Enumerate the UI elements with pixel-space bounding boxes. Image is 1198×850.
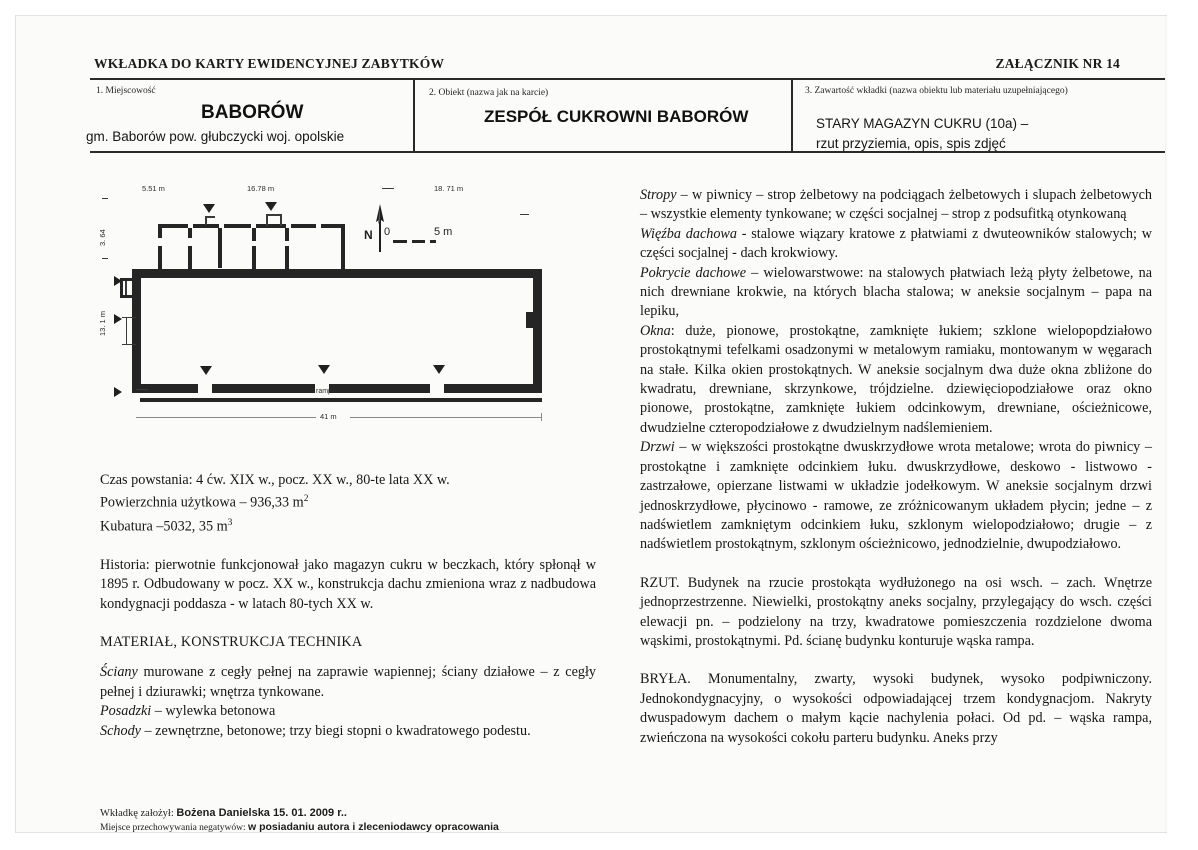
annex-wall-top-3 <box>224 224 251 228</box>
north-letter: N <box>364 228 373 242</box>
footer-author-value: Bożena Danielska 15. 01. 2009 r.. <box>176 807 347 819</box>
roofing-text: – wielowarstwowe: na stalowych płatwiach leżą płyty żelbetowe, na nich drewniane krokwie, na których blacha stalowa; w aneksie socjalnym – papa na lepiku, <box>640 264 1152 320</box>
roof-truss-text: - stalowe wiązary kratowe z płatwiami z dwuteowników stalowych; w części socjalnej - dach krokwiowy. <box>640 225 1152 262</box>
plan-term: RZUT. <box>640 574 680 591</box>
east-wall-pilaster <box>526 312 534 328</box>
annex-door-jamb-1 <box>205 216 207 225</box>
roof-truss-term: Więźba dachowa <box>640 225 737 242</box>
roof-truss-paragraph <box>640 225 1152 264</box>
walls-text: murowane z cegły pełnej na zaprawie wapiennej; ściany działowe – z cegły pełnej i dziurawki; wnętrza tynkowane. <box>100 664 596 700</box>
west-door-2-bottom <box>122 344 136 345</box>
photo-marker-annex-2 <box>265 202 277 211</box>
dim-top-mid: 16.78 m <box>247 184 275 193</box>
scale-zero: 0 <box>384 226 391 238</box>
contents-line-2: rzut przyziemia, opis, spis zdjęć <box>816 136 1006 151</box>
footer-negatives-value: w posiadaniu autora i zleceniodawcy opracowania <box>248 821 499 833</box>
annex-number: ZAŁĄCZNIK NR 14 <box>995 56 1120 71</box>
annex-part-4a <box>285 228 289 241</box>
doors-term: Drzwi <box>640 439 675 456</box>
ramp-tick <box>136 389 148 390</box>
dim-bottom-line-left <box>136 417 316 418</box>
annex-door-jamb-3 <box>280 214 282 226</box>
annex-part-4b <box>285 246 289 269</box>
roofing-paragraph <box>640 264 1152 322</box>
floors-paragraph <box>100 702 596 721</box>
west-door-2-mid <box>126 317 127 345</box>
plan-text: Budynek na rzucie prostokąta wydłużonego na osi wsch. – zach. Wnętrze jednoprzestrzenne. Niewielki, prostokątny aneks socjalny, przylegający do wsch. części elewacji pn. – podzielony na trzy, kwadratowe pomieszczenia rozdzielone dwoma wąskimi, prostokątnymi. Pd. ścianę budynku konturuje wąska rampa. <box>640 574 1152 649</box>
footer-author-label: Wkładkę założył: <box>100 808 177 819</box>
photo-marker-south-1 <box>200 366 212 375</box>
spacer-5 <box>640 651 1152 670</box>
main-wall-south-3 <box>329 384 430 393</box>
floors-text: – wylewka betonowa <box>151 703 276 720</box>
doors-paragraph <box>640 438 1152 554</box>
usable-area-exponent: 2 <box>303 494 309 505</box>
walls-term: Ściany <box>100 664 138 681</box>
annex-wall-top-6 <box>321 224 343 228</box>
contents-line-1: STARY MAGAZYN CUKRU (10a) – <box>816 116 1029 131</box>
annex-part-3a <box>252 228 256 241</box>
stairs-text: – zewnętrzne, betonowe; trzy biegi stopni o kwadratowego podestu. <box>140 722 531 739</box>
footer-negatives-line <box>100 821 499 833</box>
right-text-column <box>640 186 1152 748</box>
spacer-4 <box>640 555 1152 574</box>
windows-term: Okna <box>640 322 671 339</box>
photo-marker-west-2 <box>114 314 122 324</box>
scanned-sheet <box>16 16 1166 832</box>
annex-part-3b <box>252 246 256 269</box>
main-wall-south-4 <box>444 384 542 393</box>
usable-area-text: Powierzchnia użytkowa – 936,33 m <box>100 495 304 512</box>
doors-text: – w większości prostokątne dwuskrzydłowe wrota metalowe; wrota do piwnicy – prostokątne i zamknięte odcinkiem łuku. dwuskrzydłowe, deskowo - listwowo - zastrzałowe, opierzane listwami w układzie jodełkowym. W aneksie socjalnym drzwi jednoskrzydłowe, płycinowo - ramowe, ze zróżnicowanym układem płycin; jedne – z nadświetlem zamkniętym odcinkiem łuku, szklonym wielopodziałowo; drugie – z nadświetlem prostokątnym, szklonym ościeżnicowo, jednodzielnie, dwupodziałowo. <box>640 439 1152 553</box>
field-label-contents: 3. Zawartość wkładki (nazwa obiektu lub materiału uzupełniającego) <box>805 86 1068 96</box>
windows-paragraph <box>640 322 1152 438</box>
annex-wall-left-b <box>158 246 162 269</box>
mass-term: BRYŁA. <box>640 671 691 688</box>
stairs-paragraph <box>100 722 596 741</box>
tick-top-b <box>520 214 529 215</box>
annex-wall-right <box>341 224 345 269</box>
west-vestibule-stair <box>125 281 127 295</box>
photo-marker-south-2 <box>318 365 330 374</box>
plan-paragraph <box>640 574 1152 652</box>
dim-top-left: 5.51 m <box>142 184 165 193</box>
floors-term: Posadzki <box>100 703 152 720</box>
annex-part-2 <box>218 228 222 268</box>
object-name: ZESPÓŁ CUKROWNI BABORÓW <box>484 107 749 126</box>
section-heading-material: MATERIAŁ, KONSTRUKCJA TECHNIKA <box>100 633 363 650</box>
left-text-column <box>100 471 596 741</box>
mass-paragraph <box>640 670 1152 748</box>
ramp-outline <box>140 398 542 402</box>
stairs-term: Schody <box>100 722 141 739</box>
field-label-locality: 1. Miejscowość <box>96 86 156 96</box>
history-paragraph: Historia: pierwotnie funkcjonował jako magazyn cukru w beczkach, który spłonął w 1895 r. Odbudowany w pocz. XX w., konstrukcja dachu zmieniona wraz z nadbudowa kondygnacji poddasza - w latach 80-tych XX w. <box>100 556 596 612</box>
locality-admin: gm. Baborów pow. głubczycki woj. opolskie <box>86 129 345 144</box>
roofing-term: Pokrycie dachowe <box>640 264 746 281</box>
west-vestibule-bottom <box>120 295 134 298</box>
annex-wall-top-5 <box>291 224 316 228</box>
windows-text: : duże, pionowe, prostokątne, zamknięte łukiem; szklone wielopopdziałowo prostokątnymi tefelkami osadzonymi w metalowym ramiaku, montowanym w węgarach na stałe. Kilka okien prostokątnych. W aneksie socjalnym dwa duże okna zbliżone do kwadratu, drewniane, skrzynkowe, trójdzielne. dziewięciopodziałowe oraz okno pionowe, prostokątne, zamknięte łukiem odcinkowym, drewniane, ościeżnicowe, dwudzielne czteropodziałowe z dwudzielnym nadślemieniem. <box>640 322 1152 436</box>
footer-author-line <box>100 807 499 819</box>
header-divider-2 <box>791 80 793 151</box>
header-divider-1 <box>413 80 415 151</box>
scale-seg-3 <box>430 240 436 243</box>
tick-left-b <box>102 258 108 259</box>
annex-wall-top-1 <box>158 224 188 228</box>
photo-marker-south-3 <box>433 365 445 374</box>
spacer-2 <box>100 614 596 633</box>
dim-bottom-endtick <box>541 413 542 421</box>
photo-marker-west-3 <box>114 387 122 397</box>
main-wall-north <box>132 269 542 278</box>
spacer-3 <box>100 652 596 663</box>
locality-name: BABORÓW <box>201 102 304 123</box>
volume <box>100 514 596 537</box>
ceilings-paragraph <box>640 186 1152 225</box>
ceilings-text: – w piwnicy – strop żelbetowy na podciągach żelbetowych i slupach żelbetowych – wszystkie elementy tynkowane; w części socjalnej – strop z podsufitką otynkowaną <box>640 187 1152 223</box>
annex-part-1b <box>188 246 192 269</box>
field-label-object: 2. Obiekt (nazwa jak na karcie) <box>429 88 549 98</box>
main-wall-east <box>533 269 542 393</box>
dim-top-right: 18. 71 m <box>434 184 464 193</box>
floor-plan-drawing <box>92 184 592 434</box>
main-wall-south-2 <box>212 384 315 393</box>
west-door-2-top <box>122 317 136 318</box>
tick-left-a <box>102 198 108 199</box>
ramp-label: rampa <box>316 388 336 395</box>
dim-bottom-line-right <box>350 417 542 418</box>
scale-seg-2 <box>412 240 425 243</box>
ceilings-term: Stropy <box>640 187 677 203</box>
tick-top-a <box>382 188 394 189</box>
volume-text: Kubatura –5032, 35 m <box>100 518 228 535</box>
construction-date: Czas powstania: 4 ćw. XIX w., pocz. XX w., 80-te lata XX w. <box>100 472 450 488</box>
scale-five: 5 m <box>434 226 453 238</box>
main-wall-west <box>132 269 141 393</box>
mass-text: Monumentalny, zwarty, wysoki budynek, wysoko podpiwniczony. Jednokondygnacyjny, o wysokości odpowiadającej trzem kondygnacjom. Nakryty dwuspadowym dachem o małym kącie nachylenia połaci. Od pd. – wąska rampa, zwieńczona na wysokości cokołu parteru budynku. Aneks przy <box>640 671 1152 746</box>
page-title: WKŁADKA DO KARTY EWIDENCYJNEJ ZABYTKÓW <box>94 56 445 71</box>
header-rule-top <box>90 78 1168 80</box>
annex-part-1a <box>188 228 192 238</box>
footer-negatives-label: Miejsce przechowywania negatywów: <box>100 823 248 833</box>
header-rule-bottom <box>90 151 1168 153</box>
annex-wall-left-a <box>158 224 162 238</box>
dim-left-lower: 13. 1 m <box>98 310 107 336</box>
footer <box>100 807 499 833</box>
dim-bottom: 41 m <box>320 412 337 421</box>
photo-marker-annex-1 <box>203 204 215 213</box>
spacer-1 <box>100 537 596 556</box>
dim-left-upper: 3. 64 <box>98 229 107 246</box>
walls-paragraph <box>100 663 596 702</box>
volume-exponent: 3 <box>227 517 233 528</box>
photo-marker-west-1 <box>114 276 122 286</box>
usable-area <box>100 490 596 513</box>
scale-seg-1 <box>393 240 407 243</box>
